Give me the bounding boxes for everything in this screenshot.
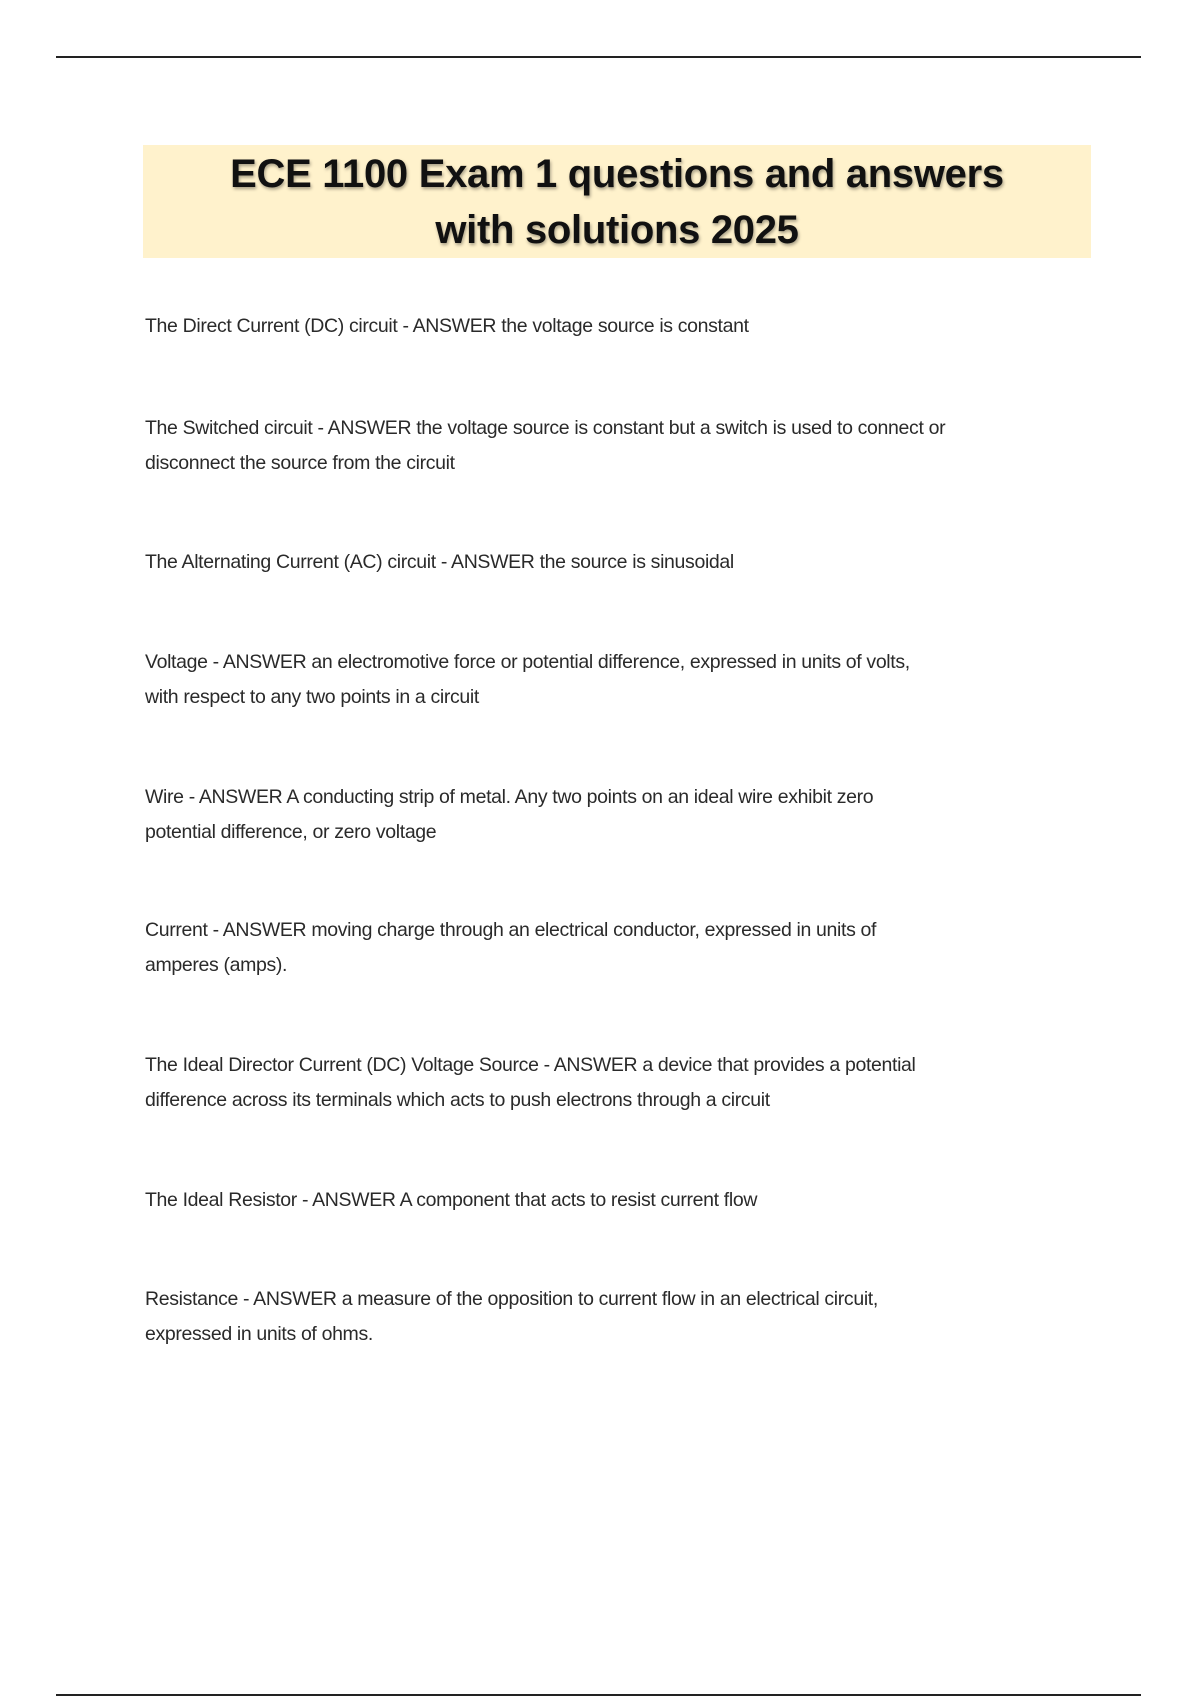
entry-line: Wire - ANSWER A conducting strip of metal. Any two points on an ideal wire exhibit zero — [145, 786, 874, 808]
qa-entry — [145, 780, 873, 850]
title-line-1: ECE 1100 Exam 1 questions and answers — [230, 152, 1004, 196]
entry-line: potential difference, or zero voltage — [145, 821, 437, 843]
qa-entry — [145, 913, 876, 983]
qa-entry — [145, 411, 945, 481]
entry-line: Current - ANSWER moving charge through an electrical conductor, expressed in units of — [145, 919, 877, 941]
entry-line: Resistance - ANSWER a measure of the opposition to current flow in an electrical circuit, — [145, 1288, 878, 1310]
entry-line: expressed in units of ohms. — [145, 1323, 373, 1345]
qa-entry — [145, 1282, 878, 1352]
footer-rule — [56, 1694, 1141, 1696]
header-rule — [56, 56, 1141, 58]
qa-entry — [145, 545, 734, 580]
entry-line: disconnect the source from the circuit — [145, 452, 455, 474]
entry-line: amperes (amps). — [145, 954, 288, 976]
qa-entry — [145, 309, 749, 344]
entry-line: with respect to any two points in a circuit — [145, 686, 479, 708]
qa-entry — [145, 1183, 757, 1218]
entry-line: The Direct Current (DC) circuit - ANSWER the voltage source is constant — [145, 315, 749, 337]
entry-line: The Alternating Current (AC) circuit - ANSWER the source is sinusoidal — [145, 551, 734, 573]
entry-line: Voltage - ANSWER an electromotive force or potential difference, expressed in units of volts, — [145, 651, 910, 673]
entry-line: The Switched circuit - ANSWER the voltage source is constant but a switch is used to connect or — [145, 417, 946, 439]
qa-entry — [145, 1048, 916, 1118]
document-title — [143, 145, 1091, 258]
entry-line: The Ideal Resistor - ANSWER A component that acts to resist current flow — [145, 1189, 758, 1211]
qa-entry — [145, 645, 910, 715]
title-line-2: with solutions 2025 — [435, 208, 799, 252]
entry-line: The Ideal Director Current (DC) Voltage Source - ANSWER a device that provides a potential — [145, 1054, 916, 1076]
entry-line: difference across its terminals which acts to push electrons through a circuit — [145, 1089, 770, 1111]
